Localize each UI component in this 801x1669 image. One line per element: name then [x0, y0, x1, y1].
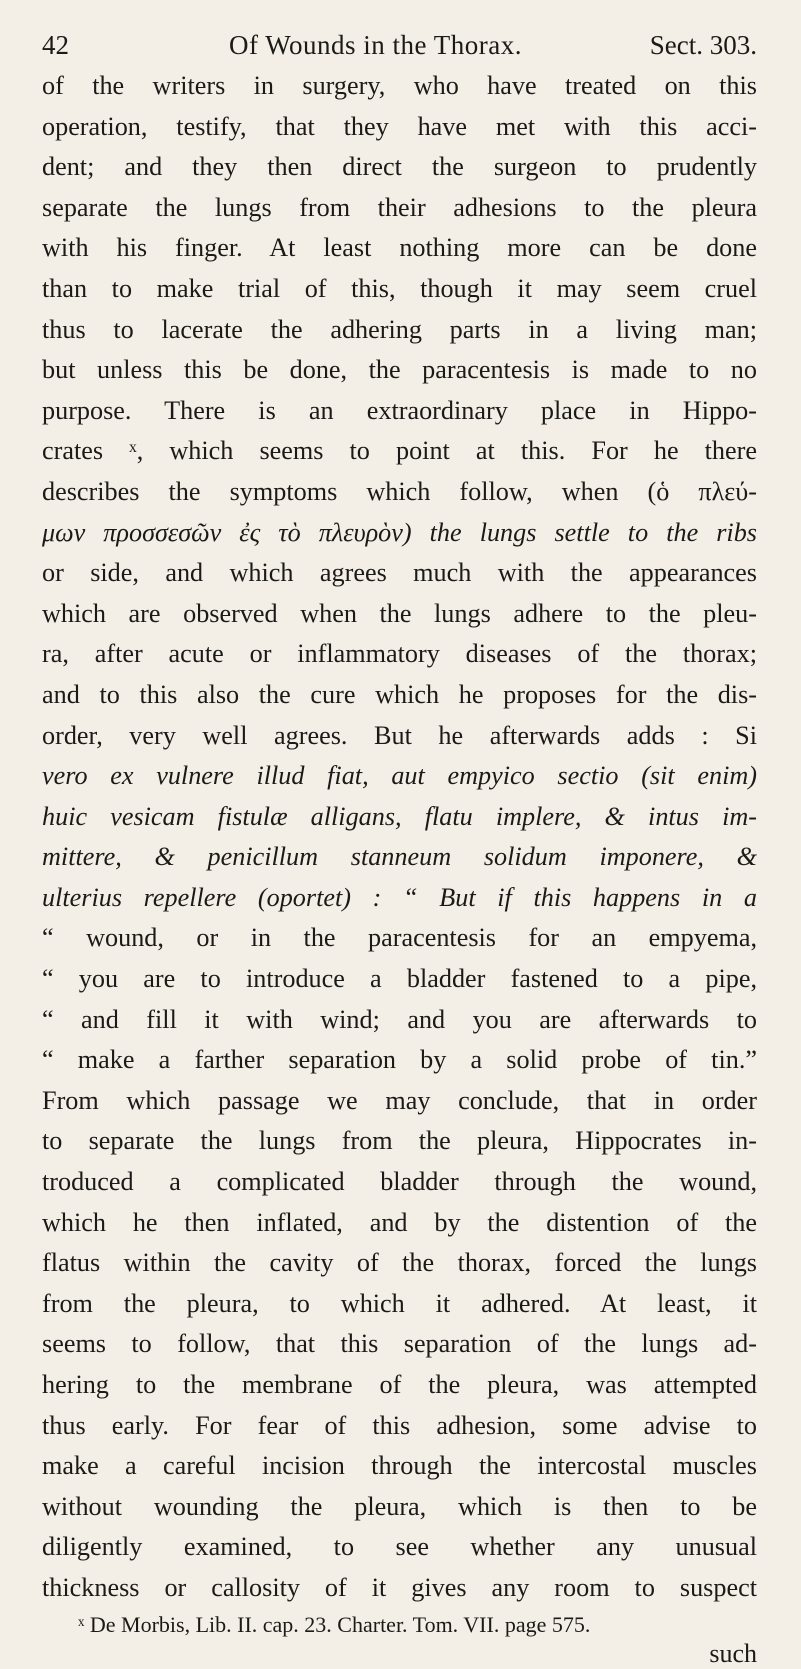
- latin-quote-line: huic vesicam fistulæ alligans, flatu implere, & intus im-: [42, 801, 757, 831]
- text-line: with his finger. At least nothing more can be done: [42, 233, 757, 263]
- text-line: than to make trial of this, though it may seem cruel: [42, 273, 757, 303]
- text-line: which he then inflated, and by the distention of the: [42, 1207, 757, 1237]
- text-line: seems to follow, that this separation of the lungs ad-: [42, 1329, 757, 1359]
- text-line: troduced a complicated bladder through the wound,: [42, 1167, 757, 1197]
- text-line: and to this also the cure which he proposes for the dis-: [42, 679, 757, 709]
- latin-quote-line: ulterius repellere (oportet) : “ But if this happens in a: [42, 882, 757, 912]
- text-line: “ wound, or in the paracentesis for an empyema,: [42, 923, 757, 953]
- text-line: diligently examined, to see whether any unusual: [42, 1532, 757, 1562]
- text-line: thus to lacerate the adhering parts in a living man;: [42, 314, 757, 344]
- text-line-greek-italic: μων προσσεσῶν ἐς τὸ πλευρὸν) the lungs settle to the ribs: [42, 517, 757, 547]
- text-line: flatus within the cavity of the thorax, forced the lungs: [42, 1248, 757, 1278]
- latin-quote-line: mittere, & penicillum stanneum solidum imponere, &: [42, 842, 757, 872]
- text-line: or side, and which agrees much with the appearances: [42, 558, 757, 588]
- text-line: of the writers in surgery, who have treated on this: [42, 71, 757, 100]
- text-line: hering to the membrane of the pleura, was attempted: [42, 1370, 757, 1399]
- text-line: “ you are to introduce a bladder fastened to a pipe,: [42, 964, 757, 994]
- text-line: to separate the lungs from the pleura, Hippocrates in-: [42, 1126, 757, 1156]
- section-number: Sect. 303.: [649, 30, 757, 60]
- catchword: such: [709, 1638, 757, 1668]
- text-line: “ make a farther separation by a solid probe of tin.”: [42, 1045, 757, 1075]
- body-text: [42, 66, 757, 1609]
- footnote: ˣ De Morbis, Lib. II. cap. 23. Charter. Tom. VII. page 575.: [78, 1611, 591, 1637]
- text-line: without wounding the pleura, which is then to be: [42, 1491, 757, 1521]
- text-line: ra, after acute or inflammatory diseases of the thorax;: [42, 639, 757, 669]
- text-line: operation, testify, that they have met with this acci-: [42, 111, 757, 141]
- text-line: order, very well agrees. But he afterwards adds : Si: [42, 720, 757, 750]
- text-line: thickness or callosity of it gives any room to suspect: [42, 1572, 757, 1602]
- text-line: thus early. For fear of this adhesion, some advise to: [42, 1410, 757, 1440]
- running-title: Of Wounds in the Thorax.: [228, 30, 523, 60]
- text-line: purpose. There is an extraordinary place in Hippo-: [42, 395, 757, 425]
- text-line: crates ˣ, which seems to point at this. For he there: [42, 436, 757, 466]
- latin-quote-line: vero ex vulnere illud fiat, aut empyico sectio (sit enim): [42, 761, 757, 791]
- page-header: [42, 28, 757, 62]
- text-line: describes the symptoms which follow, when (ὁ πλεύ-: [42, 476, 757, 506]
- text-line: from the pleura, to which it adhered. At least, it: [42, 1288, 757, 1318]
- text-line: From which passage we may conclude, that in order: [42, 1085, 757, 1115]
- text-line: “ and fill it with wind; and you are afterwards to: [42, 1004, 757, 1034]
- text-line: dent; and they then direct the surgeon to prudently: [42, 152, 757, 182]
- page-number: 42: [42, 30, 69, 60]
- text-line: which are observed when the lungs adhere to the pleu-: [42, 598, 757, 628]
- text-line: make a careful incision through the intercostal muscles: [42, 1451, 757, 1481]
- text-line: but unless this be done, the paracentesis is made to no: [42, 355, 757, 385]
- text-line: separate the lungs from their adhesions to the pleura: [42, 192, 757, 222]
